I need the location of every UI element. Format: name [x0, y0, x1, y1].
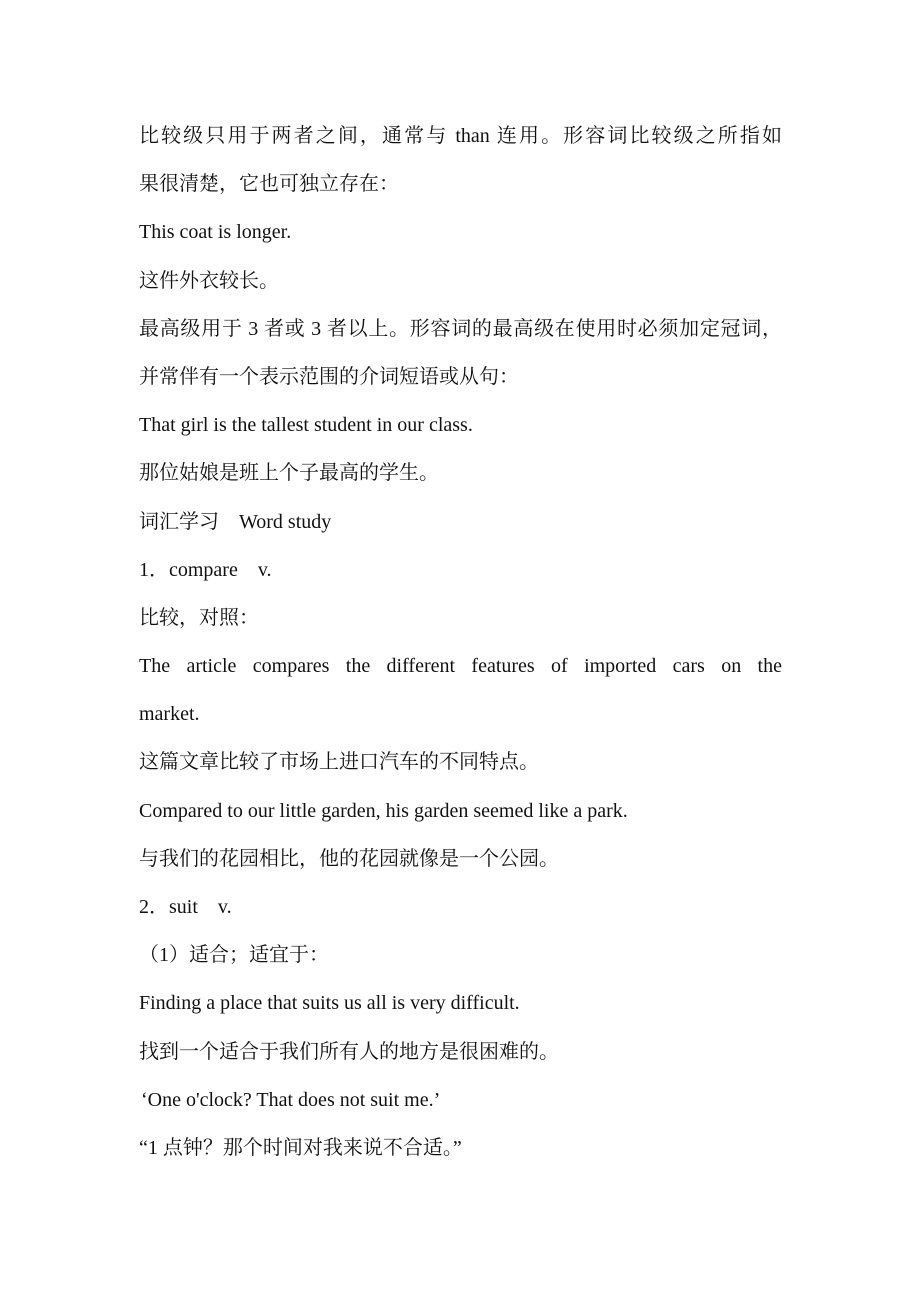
translation-line: 与我们的花园相比，他的花园就像是一个公园。 — [139, 847, 559, 870]
example-sentence: Compared to our little garden, his garden seemed like a park. — [139, 799, 628, 822]
text-line: 比较级只用于两者之间，通常与 than 连用。形容词比较级之所指如 — [139, 125, 782, 147]
example-sentence: ‘One o'clock? That does not suit me.’ — [141, 1088, 441, 1111]
document-body — [139, 112, 782, 1172]
translation-line: “1 点钟？那个时间对我来说不合适。” — [139, 1136, 462, 1159]
translation-line: 这件外衣较长。 — [139, 269, 279, 292]
translation-line: 找到一个适合于我们所有人的地方是很困难的。 — [139, 1040, 559, 1063]
example-sentence: This coat is longer. — [139, 221, 292, 244]
translation-line: 这篇文章比较了市场上进口汽车的不同特点。 — [139, 751, 539, 774]
text-line: 最高级用于 3 者或 3 者以上。形容词的最高级在使用时必须加定冠词， — [139, 317, 782, 340]
text-line: 果很清楚，它也可独立存在： — [139, 173, 399, 196]
example-sentence: The article compares the different features of imported cars on the — [139, 655, 782, 678]
vocab-entry: 1．compare v. — [139, 558, 272, 581]
definition-line: 比较，对照： — [139, 606, 259, 629]
example-sentence-continued: market. — [139, 703, 200, 726]
definition-line: （1）适合；适宜于： — [139, 944, 329, 967]
text-line: 并常伴有一个表示范围的介词短语或从句： — [139, 365, 519, 388]
vocab-entry: 2．suit v. — [139, 896, 232, 918]
example-sentence: That girl is the tallest student in our class. — [139, 414, 473, 437]
section-heading: 词汇学习 Word study — [139, 510, 332, 533]
translation-line: 那位姑娘是班上个子最高的学生。 — [139, 462, 439, 485]
example-sentence: Finding a place that suits us all is very difficult. — [139, 992, 520, 1015]
